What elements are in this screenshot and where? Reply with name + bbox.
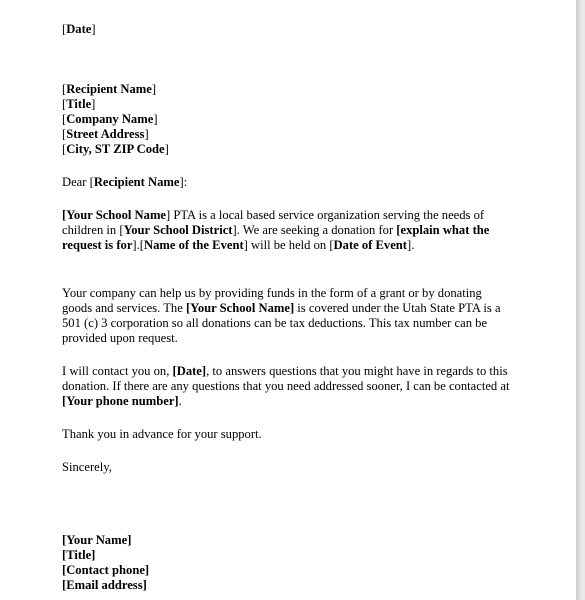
paragraph-intro: [Your School Name] PTA is a local based service organization serving the needs of children in [Your School District]. We are seeking a donation for [explain what the request is for].[Name of the Event] will be held on [Date of Event]. (62, 208, 490, 252)
sender-phone-line: [Contact phone] (62, 563, 150, 577)
school-name-field: Your School Name (66, 208, 167, 222)
recipient-street-field: Street Address (66, 127, 145, 141)
sender-title-field: Title (66, 548, 92, 562)
bracket-close: ] (91, 22, 96, 36)
recipient-city-line: [City, ST ZIP Code] (62, 142, 169, 156)
recipient-title-line: [Title] (62, 97, 96, 111)
contact-date-field: [Date] (172, 364, 207, 378)
signature-block (62, 533, 562, 593)
recipient-address-block (62, 82, 562, 157)
date-field: Date (66, 22, 92, 36)
paragraph-thanks: Thank you in advance for your support. (62, 427, 262, 441)
paragraph-contact: I will contact you on, [Date], to answers questions that you might have in regards to this donation. If there are any questions that you need addressed sooner, I can be contacted at [Your phone number]. (62, 364, 510, 408)
paragraph-funding: Your company can help us by providing funds in the form of a grant or by donating goods and services. The [Your School Name] is covered under the Utah State PTA is a 501 (c) 3 corporation so all donations can be tax deductions. This tax number can be provided upon request. (62, 286, 501, 345)
sender-email-line: [Email address] (62, 578, 147, 592)
closing: Sincerely, (62, 460, 112, 474)
letter-body (62, 22, 562, 593)
recipient-title-field: Title (66, 97, 92, 111)
recipient-city-field: City, ST ZIP Code (66, 142, 165, 156)
recipient-name-field: Recipient Name (66, 82, 152, 96)
sender-phone-field: Contact phone (66, 563, 145, 577)
phone-number-field: [Your phone number] (62, 394, 179, 408)
recipient-company-field: Company Name (66, 112, 154, 126)
salutation: Dear [Recipient Name]: (62, 175, 188, 189)
event-name-field: Name of the Event (143, 238, 244, 252)
recipient-company-line: [Company Name] (62, 112, 158, 126)
date-line (62, 22, 562, 37)
school-district-field: Your School District (123, 223, 233, 237)
sender-email-field: Email address (66, 578, 143, 592)
request-field-end: request is for (62, 238, 133, 252)
sender-title-line: [Title] (62, 548, 96, 562)
school-name-field-2: [Your School Name] (185, 301, 295, 315)
recipient-name-line: [Recipient Name] (62, 82, 157, 96)
sender-name-line: [Your Name] (62, 533, 132, 547)
bracket-open: [ (62, 22, 67, 36)
event-date-field: Date of Event (333, 238, 407, 252)
request-field-start: [explain what the (396, 223, 490, 237)
sender-name-field: Your Name (66, 533, 128, 547)
date-placeholder (62, 22, 562, 37)
salutation-name-field: Recipient Name (93, 175, 180, 189)
recipient-street-line: [Street Address] (62, 127, 149, 141)
